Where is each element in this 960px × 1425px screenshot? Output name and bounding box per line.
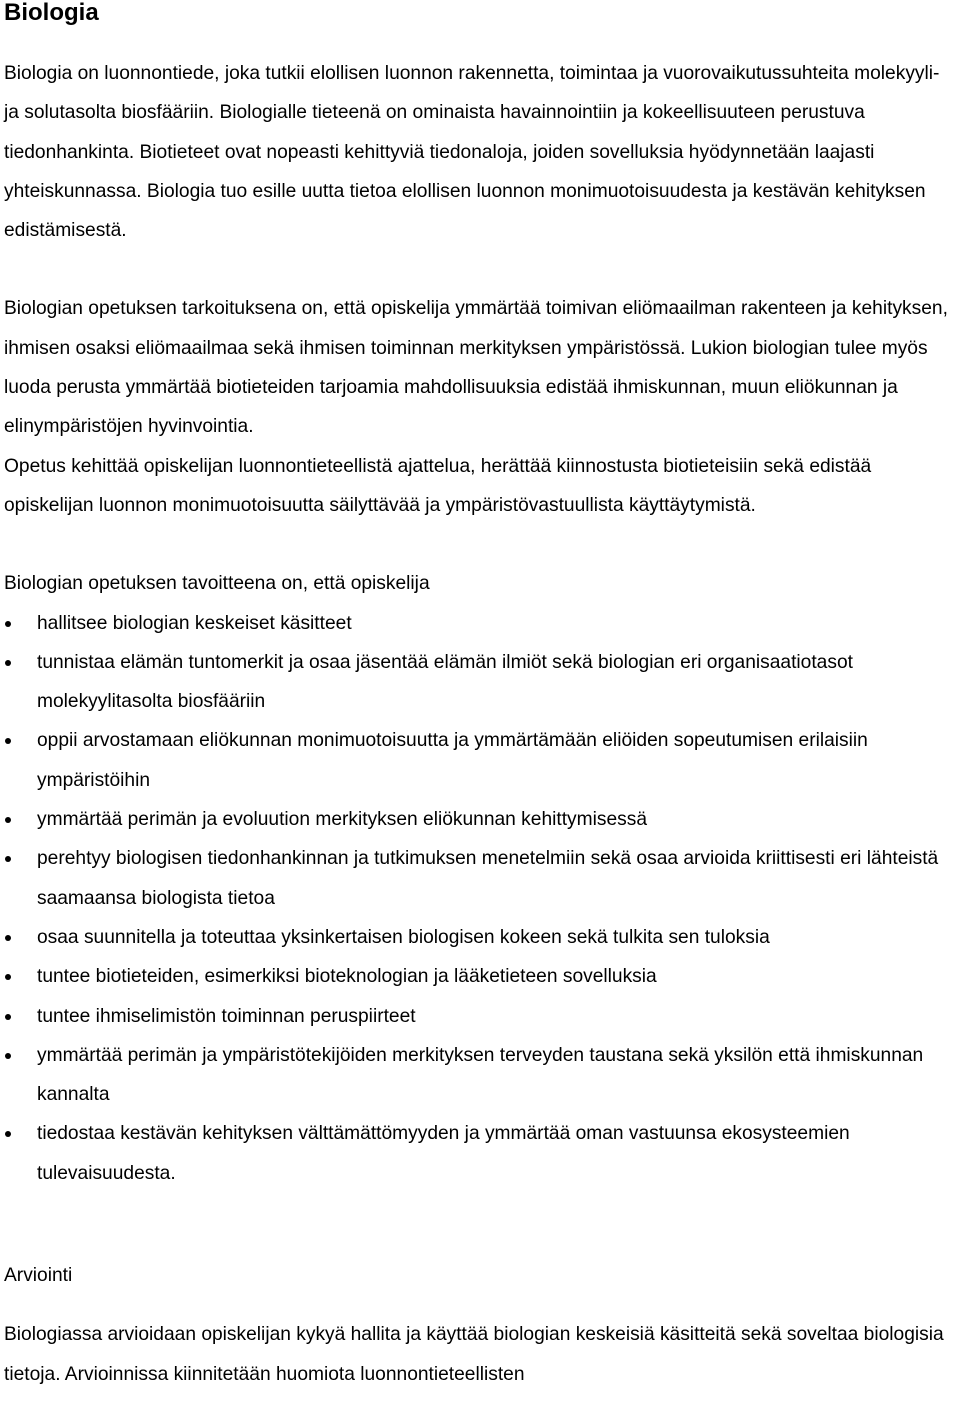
- list-item: [4, 839, 956, 918]
- goals-list: [4, 604, 956, 1193]
- list-item-text: ymmärtää perimän ja evoluution merkityksen eliökunnan kehittymisessä: [37, 809, 648, 831]
- list-item-text: tuntee ihmiselimistön toiminnan peruspiirteet: [37, 1005, 416, 1027]
- list-item: [4, 721, 956, 800]
- bullet-icon: [5, 621, 11, 627]
- bullet-icon: [5, 856, 11, 862]
- list-item-text: ymmärtää perimän ja ympäristötekijöiden merkityksen terveyden taustana sekä yksilön että ihmiskunnan kannalta: [37, 1044, 924, 1106]
- bullet-icon: [5, 660, 11, 666]
- goals-intro-paragraph: Biologian opetuksen tavoitteena on, että opiskelija: [4, 573, 430, 595]
- bullet-icon: [5, 1014, 11, 1020]
- list-item: [4, 918, 956, 957]
- assessment-paragraph: Biologiassa arvioidaan opiskelijan kykyä hallita ja käyttää biologian keskeisiä käsitteitä sekä soveltaa biologisia tietoja. Arvioinnissa kiinnitetään huomiota luonnontieteellisten: [4, 1324, 944, 1385]
- list-item-text: hallitsee biologian keskeiset käsitteet: [37, 612, 352, 634]
- list-item: [4, 1036, 956, 1115]
- purpose-paragraph: Biologian opetuksen tarkoituksena on, että opiskelija ymmärtää toimivan eliömaailman rakenteen ja kehityksen, ihmisen osaksi eliömaailmaa sekä ihmisen toiminnan merkityksen ympäristössä. Lukion biologian tulee myös luoda perusta ymmärtää biotieteiden tarjoamia mahdollisuuksia edistää ihmiskunnan, muun eliökunnan ja elinympäristöjen hyvinvointia.: [4, 298, 948, 438]
- list-item: [4, 1114, 956, 1193]
- bullet-icon: [5, 974, 11, 980]
- intro-paragraph: Biologia on luonnontiede, joka tutkii elollisen luonnon rakennetta, toimintaa ja vuorovaikutussuhteita molekyyli- ja solutasolta biosfääriin. Biologialle tieteenä on ominaista havainnointiin ja kokeellisuuteen perustuva tiedonhankinta. Biotieteet ovat nopeasti kehittyviä tiedonaloja, joiden sovelluksia hyödynnetään laajasti yhteiskunnassa. Biologia tuo esille uutta tietoa elollisen luonnon monimuotoisuudesta ja kestävän kehityksen edistämisestä.: [4, 63, 940, 242]
- bullet-icon: [5, 1131, 11, 1137]
- bullet-icon: [5, 1053, 11, 1059]
- teaching-paragraph: Opetus kehittää opiskelijan luonnontieteellistä ajattelua, herättää kiinnostusta biotieteisiin sekä edistää opiskelijan luonnon monimuotoisuutta säilyttävää ja ympäristövastuullista käyttäytymistä.: [4, 455, 872, 516]
- list-item-text: perehtyy biologisen tiedonhankinnan ja tutkimuksen menetelmiin sekä osaa arvioida kriittisesti eri lähteistä saamaansa biologista tietoa: [37, 848, 939, 909]
- list-item-text: osaa suunnitella ja toteuttaa yksinkertaisen biologisen kokeen sekä tulkita sen tuloksia: [37, 926, 770, 948]
- list-item: [4, 997, 956, 1036]
- list-item-text: tunnistaa elämän tuntomerkit ja osaa jäsentää elämän ilmiöt sekä biologian eri organisaatiotasot molekyylitasolta biosfääriin: [37, 651, 853, 713]
- list-item: [4, 957, 956, 996]
- assessment-heading: Arviointi: [4, 1265, 73, 1287]
- bullet-icon: [5, 738, 11, 744]
- bullet-icon: [5, 817, 11, 823]
- bullet-icon: [5, 935, 11, 941]
- list-item: [4, 643, 956, 722]
- page-title: Biologia: [4, 0, 99, 26]
- list-item-text: tiedostaa kestävän kehityksen välttämättömyyden ja ymmärtää oman vastuunsa ekosysteemien tulevaisuudesta.: [37, 1123, 850, 1184]
- document-page: [4, 0, 956, 1394]
- list-item: [4, 800, 956, 839]
- list-item-text: tuntee biotieteiden, esimerkiksi bioteknologian ja lääketieteen sovelluksia: [37, 966, 657, 988]
- list-item: [4, 604, 956, 643]
- list-item-text: oppii arvostamaan eliökunnan monimuotoisuutta ja ymmärtämään eliöiden sopeutumisen erilaisiin ympäristöihin: [37, 730, 868, 791]
